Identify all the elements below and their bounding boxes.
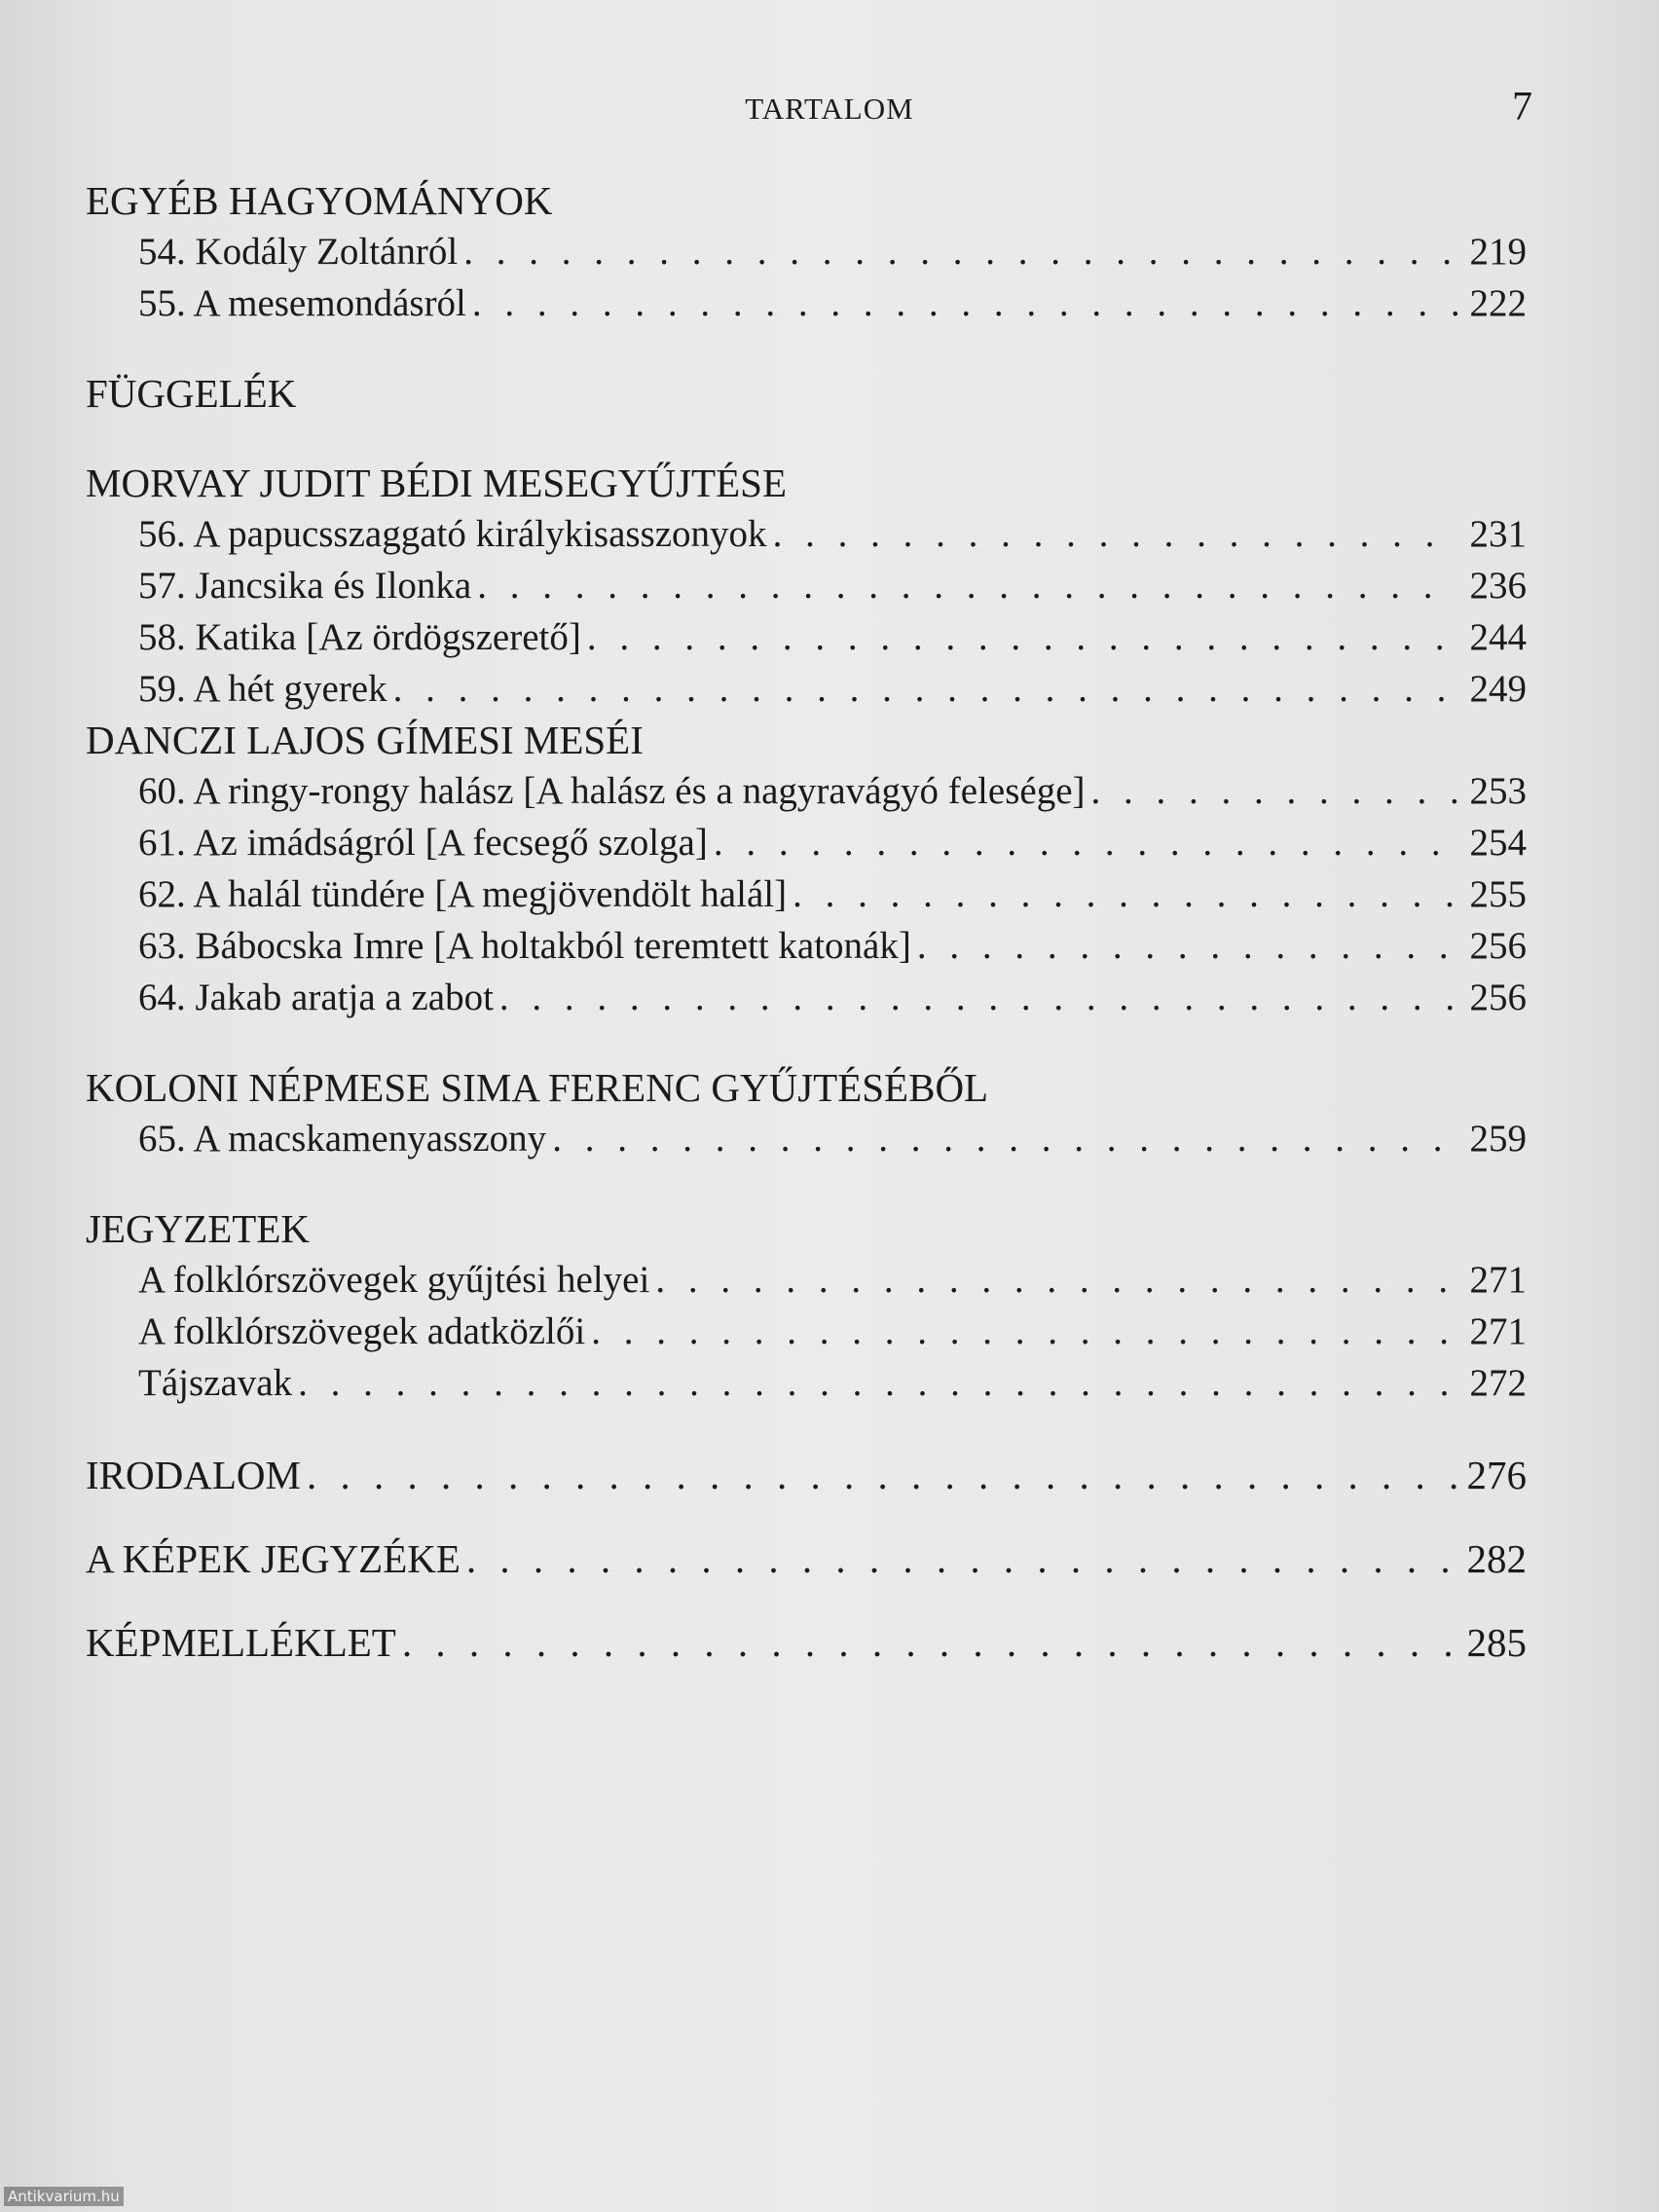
toc-entry — [86, 508, 1527, 560]
toc-entry — [86, 920, 1527, 972]
section-heading-fuggelek: FÜGGELÉK — [86, 371, 297, 416]
toc-entry-title: 65. A macskamenyasszony — [138, 1118, 547, 1160]
toc-entry-page: 259 — [1469, 1118, 1527, 1160]
section-heading-danczi: DANCZI LAJOS GÍMESI MESÉI — [86, 718, 644, 762]
toc-entry-page: 219 — [1469, 231, 1527, 273]
dot-leader — [472, 277, 1458, 329]
toc-entry — [86, 1306, 1527, 1357]
toc-entry-title: KÉPMELLÉKLET — [86, 1620, 396, 1665]
toc-entry-page: 256 — [1469, 977, 1527, 1018]
dot-leader — [298, 1357, 1458, 1409]
toc-entry-page: 256 — [1469, 925, 1527, 967]
toc-section-entry-kepmelleklet — [86, 1615, 1527, 1670]
toc-entry-page: 271 — [1469, 1310, 1527, 1352]
dot-leader — [463, 226, 1458, 277]
toc-entry — [86, 611, 1527, 663]
dot-leader — [1091, 765, 1459, 817]
table-of-contents — [86, 175, 1527, 1670]
toc-entry-page: 249 — [1469, 668, 1527, 710]
toc-entry — [86, 1254, 1527, 1306]
toc-entry-title: 62. A halál tündére [A megjövendölt halál] — [138, 873, 788, 915]
toc-entry-title: 59. A hét gyerek — [138, 668, 387, 710]
toc-entry — [86, 277, 1527, 329]
section-heading-egyeb-hagyomanyok: EGYÉB HAGYOMÁNYOK — [86, 178, 553, 223]
toc-entry-page: 231 — [1469, 513, 1527, 555]
toc-entry-page: 222 — [1469, 282, 1527, 324]
toc-entry-page: 271 — [1469, 1259, 1527, 1301]
dot-leader — [393, 663, 1458, 715]
toc-entry — [86, 226, 1527, 277]
dot-leader — [307, 1448, 1458, 1502]
toc-entry-title: 60. A ringy-rongy halász [A halász és a nagyravágyó felesége] — [138, 770, 1086, 812]
toc-section-entry-irodalom — [86, 1448, 1527, 1502]
toc-entry-title: A folklórszövegek adatközlői — [138, 1310, 586, 1352]
toc-entry — [86, 1113, 1527, 1164]
toc-entry-page: 272 — [1469, 1362, 1527, 1404]
section-heading-morvay: MORVAY JUDIT BÉDI MESEGYŰJTÉSE — [86, 461, 787, 505]
toc-entry — [86, 868, 1527, 920]
dot-leader — [591, 1306, 1458, 1357]
toc-entry-title: 58. Katika [Az ördögszerető] — [138, 616, 581, 658]
toc-entry-title: 54. Kodály Zoltánról — [138, 231, 459, 273]
toc-entry-title: 64. Jakab aratja a zabot — [138, 977, 494, 1018]
toc-entry-title: A KÉPEK JEGYZÉKE — [86, 1536, 461, 1581]
toc-entry-title: 57. Jancsika és Ilonka — [138, 565, 472, 607]
toc-entry-title: Tájszavak — [138, 1362, 293, 1404]
toc-entry-page: 276 — [1466, 1453, 1527, 1497]
toc-entry-title: A folklórszövegek gyűjtési helyei — [138, 1259, 650, 1301]
toc-entry — [86, 663, 1527, 715]
toc-entry-title: 56. A papucsszaggató királykisasszonyok — [138, 513, 767, 555]
toc-entry — [86, 972, 1527, 1023]
dot-leader — [917, 920, 1458, 972]
section-heading-jegyzetek: JEGYZETEK — [86, 1206, 311, 1251]
toc-entry-page: 255 — [1469, 873, 1527, 915]
dot-leader — [773, 508, 1458, 560]
toc-entry-page: 244 — [1469, 616, 1527, 658]
toc-entry-title: IRODALOM — [86, 1453, 301, 1497]
toc-section-entry-kepek-jegyzeke — [86, 1531, 1527, 1586]
dot-leader — [477, 560, 1458, 611]
toc-entry — [86, 765, 1527, 817]
dot-leader — [793, 868, 1458, 920]
running-head: TARTALOM — [745, 92, 914, 126]
page-number: 7 — [1512, 85, 1532, 129]
toc-entry — [86, 1357, 1527, 1409]
dot-leader — [552, 1113, 1458, 1164]
site-watermark: Antikvarium.hu — [4, 2187, 124, 2206]
dot-leader — [714, 817, 1458, 868]
dot-leader — [402, 1615, 1458, 1670]
toc-entry — [86, 560, 1527, 611]
dot-leader — [587, 611, 1458, 663]
toc-entry-page: 285 — [1466, 1620, 1527, 1665]
toc-entry — [86, 817, 1527, 868]
toc-entry-title: 61. Az imádságról [A fecsegő szolga] — [138, 822, 708, 864]
dot-leader — [655, 1254, 1458, 1306]
toc-entry-page: 254 — [1469, 822, 1527, 864]
dot-leader — [466, 1531, 1458, 1586]
toc-entry-page: 236 — [1469, 565, 1527, 607]
dot-leader — [499, 972, 1458, 1023]
toc-entry-page: 253 — [1469, 770, 1527, 812]
toc-entry-page: 282 — [1466, 1536, 1527, 1581]
toc-entry-title: 55. A mesemondásról — [138, 282, 466, 324]
section-heading-koloni: KOLONI NÉPMESE SIMA FERENC GYŰJTÉSÉBŐL — [86, 1065, 989, 1110]
toc-entry-title: 63. Bábocska Imre [A holtakból teremtett katonák] — [138, 925, 911, 967]
